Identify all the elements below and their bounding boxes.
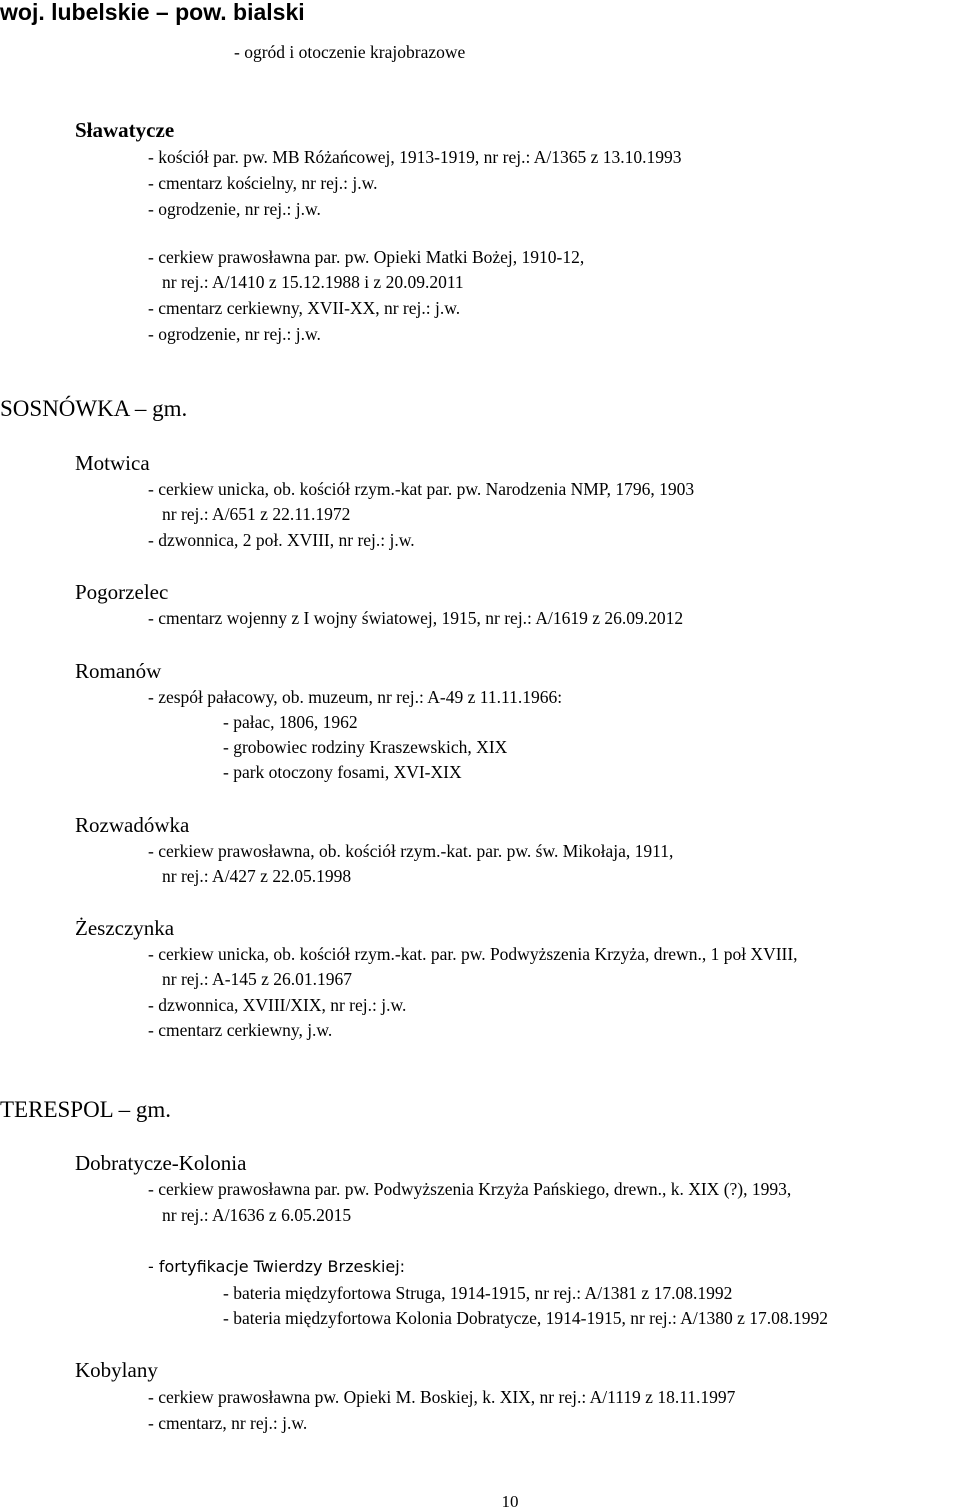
town-heading: Romanów (75, 659, 162, 683)
town-heading: Rozwadówka (75, 813, 190, 837)
entry-line: - pałac, 1806, 1962 (223, 712, 358, 732)
entry-line: - cerkiew prawosławna par. pw. Opieki Matki Bożej, 1910-12, (148, 247, 585, 267)
gmina-heading: TERESPOL – gm. (0, 1097, 172, 1122)
entry-line: - zespół pałacowy, ob. muzeum, nr rej.: A-49 z 11.11.1966: (148, 687, 563, 707)
town-heading: Dobratycze-Kolonia (75, 1151, 247, 1175)
page-number: 10 (501, 1492, 519, 1511)
page-header: woj. lubelskie – pow. bialski (0, 0, 305, 25)
entry-line: - ogrodzenie, nr rej.: j.w. (148, 199, 321, 219)
entry-line: - dzwonnica, XVIII/XIX, nr rej.: j.w. (148, 995, 407, 1015)
entry-line: - cmentarz kościelny, nr rej.: j.w. (148, 173, 378, 193)
entry-line: - cmentarz, nr rej.: j.w. (148, 1413, 308, 1433)
entry-line: nr rej.: A/651 z 22.11.1972 (162, 504, 351, 524)
entry-line: - ogród i otoczenie krajobrazowe (234, 42, 466, 62)
entry-line: - cmentarz wojenny z I wojny światowej, 1915, nr rej.: A/1619 z 26.09.2012 (148, 608, 684, 628)
entry-line: - bateria międzyfortowa Struga, 1914-1915, nr rej.: A/1381 z 17.08.1992 (223, 1283, 733, 1303)
entry-line: - cerkiew unicka, ob. kościół rzym.-kat. par. pw. Podwyższenia Krzyża, drewn., 1 poł XVIII, (148, 944, 798, 964)
town-heading: Żeszczynka (75, 916, 175, 940)
entry-line: - cerkiew prawosławna par. pw. Podwyższenia Krzyża Pańskiego, drewn., k. XIX (?), 1993, (148, 1179, 792, 1199)
entry-line: nr rej.: A/427 z 22.05.1998 (162, 866, 352, 886)
town-heading: Kobylany (75, 1358, 158, 1382)
entry-line: - cmentarz cerkiewny, XVII-XX, nr rej.: j.w. (148, 298, 461, 318)
entry-line: - cmentarz cerkiewny, j.w. (148, 1020, 333, 1040)
entry-line: - kościół par. pw. MB Różańcowej, 1913-1919, nr rej.: A/1365 z 13.10.1993 (148, 147, 682, 167)
entry-line: - fortyfikacje Twierdzy Brzeskiej: (148, 1257, 406, 1276)
gmina-heading: SOSNÓWKA – gm. (0, 396, 188, 421)
entry-line: - grobowiec rodziny Kraszewskich, XIX (223, 737, 508, 757)
entry-line: - park otoczony fosami, XVI-XIX (223, 762, 462, 782)
town-heading: Motwica (75, 451, 150, 475)
town-heading: Pogorzelec (75, 580, 169, 604)
entry-line: nr rej.: A/1410 z 15.12.1988 i z 20.09.2011 (162, 272, 464, 292)
entry-line: - dzwonnica, 2 poł. XVIII, nr rej.: j.w. (148, 530, 415, 550)
entry-line: - cerkiew prawosławna, ob. kościół rzym.-kat. par. pw. św. Mikołaja, 1911, (148, 841, 674, 861)
town-heading: Sławatycze (75, 118, 175, 142)
entry-line: nr rej.: A/1636 z 6.05.2015 (162, 1205, 352, 1225)
entry-line: - ogrodzenie, nr rej.: j.w. (148, 324, 321, 344)
entry-line: - cerkiew unicka, ob. kościół rzym.-kat par. pw. Narodzenia NMP, 1796, 1903 (148, 479, 695, 499)
entry-line: - cerkiew prawosławna pw. Opieki M. Boskiej, k. XIX, nr rej.: A/1119 z 18.11.1997 (148, 1387, 736, 1407)
entry-line: nr rej.: A-145 z 26.01.1967 (162, 969, 353, 989)
entry-line: - bateria międzyfortowa Kolonia Dobratycze, 1914-1915, nr rej.: A/1380 z 17.08.1992 (223, 1308, 829, 1328)
